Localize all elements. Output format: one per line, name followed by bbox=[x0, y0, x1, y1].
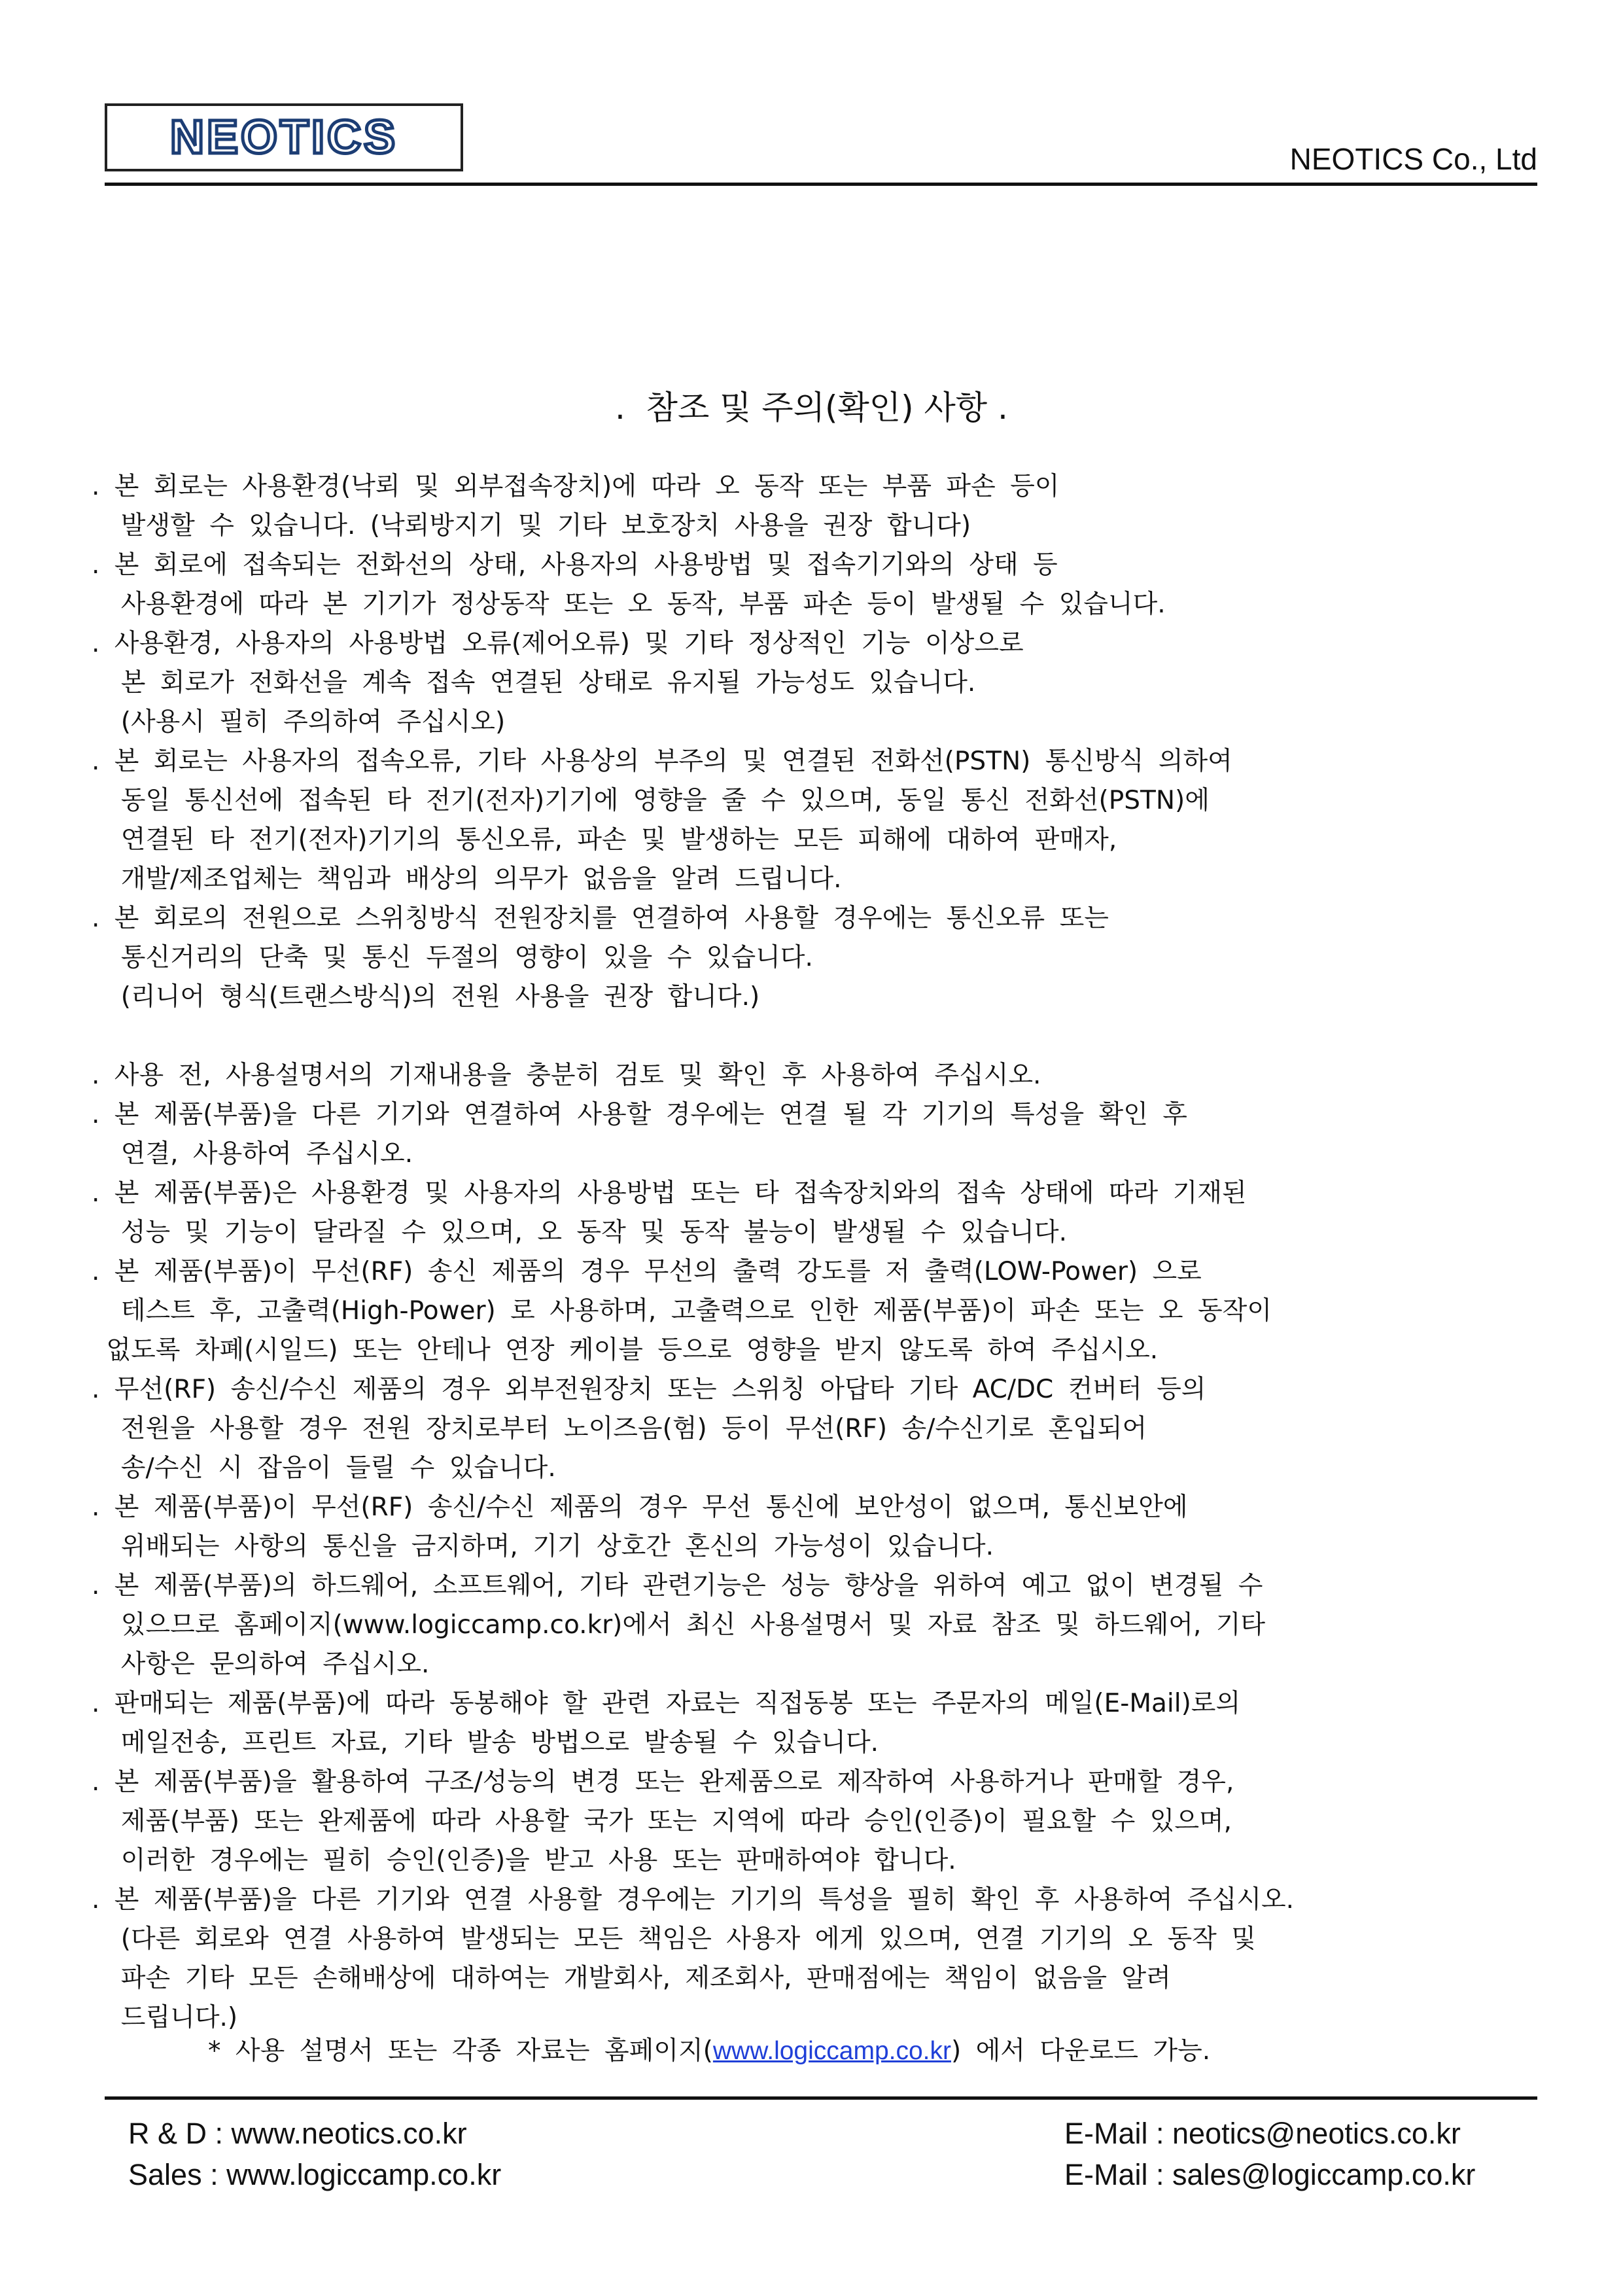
note-line: 성능 및 기능이 달라질 수 있으며, 오 동작 및 동작 불능이 발생될 수 있습니다. bbox=[92, 1218, 1067, 1247]
note-line: 없도록 차폐(시일드) 또는 안테나 연장 케이블 등으로 영향을 받지 않도록 하여 주십시오. bbox=[92, 1335, 1159, 1365]
footer-sales: Sales : www.logiccamp.co.kr bbox=[128, 2158, 502, 2191]
note-item bbox=[92, 1370, 1544, 1488]
note-item bbox=[92, 1095, 1544, 1174]
note-item bbox=[92, 1174, 1544, 1252]
note-line: . 무선(RF) 송신/수신 제품의 경우 외부전원장치 또는 스위칭 아답타 기타 AC/DC 컨버터 등의 bbox=[92, 1375, 1206, 1404]
note-item bbox=[92, 1056, 1544, 1095]
notes-list bbox=[92, 467, 1544, 2038]
footer-rd: R & D : www.neotics.co.kr bbox=[128, 2117, 467, 2150]
note-line: . 본 제품(부품)이 무선(RF) 송신 제품의 경우 무선의 출력 강도를 저 출력(LOW-Power) 으로 bbox=[92, 1257, 1202, 1286]
download-note bbox=[208, 2032, 1210, 2071]
note-line: 동일 통신선에 접속된 타 전기(전자)기기에 영향을 줄 수 있으며, 동일 통신 전화선(PSTN)에 bbox=[92, 786, 1210, 815]
note-line: (리니어 형식(트랜스방식)의 전원 사용을 권장 합니다.) bbox=[92, 982, 760, 1012]
note-line: . 본 제품(부품)의 하드웨어, 소프트웨어, 기타 관련기능은 성능 향상을 위하여 예고 없이 변경될 수 bbox=[92, 1571, 1263, 1600]
note-item bbox=[92, 1684, 1544, 1763]
download-prefix: * 사용 설명서 또는 각종 자료는 홈페이지( bbox=[208, 2036, 713, 2066]
note-line: 사항은 문의하여 주십시오. bbox=[92, 1650, 430, 1679]
note-line: 통신거리의 단축 및 통신 두절의 영향이 있을 수 있습니다. bbox=[92, 943, 813, 972]
logo-wordmark: NEOTICS bbox=[169, 111, 398, 164]
note-line: 전원을 사용할 경우 전원 장치로부터 노이즈음(험) 등이 무선(RF) 송/수신기로 혼입되어 bbox=[92, 1414, 1147, 1443]
note-line: 본 회로가 전화선을 계속 접속 연결된 상태로 유지될 가능성도 있습니다. bbox=[92, 668, 976, 698]
note-item bbox=[92, 1252, 1544, 1370]
note-item bbox=[92, 899, 1544, 1017]
note-line: 위배되는 사항의 통신을 금지하며, 기기 상호간 혼신의 가능성이 있습니다. bbox=[92, 1532, 994, 1561]
company-logo bbox=[105, 103, 463, 171]
note-line: . 본 회로의 전원으로 스위칭방식 전원장치를 연결하여 사용할 경우에는 통신오류 또는 bbox=[92, 904, 1109, 933]
note-line: . 사용 전, 사용설명서의 기재내용을 충분히 검토 및 확인 후 사용하여 주십시오. bbox=[92, 1061, 1041, 1090]
header-divider bbox=[105, 183, 1537, 186]
footer-divider bbox=[105, 2096, 1537, 2100]
note-line: . 본 회로는 사용환경(낙뢰 및 외부접속장치)에 따라 오 동작 또는 부품 파손 등이 bbox=[92, 472, 1060, 501]
note-item bbox=[92, 1881, 1544, 2038]
note-line: . 사용환경, 사용자의 사용방법 오류(제어오류) 및 기타 정상적인 기능 이상으로 bbox=[92, 629, 1024, 658]
note-line: 이러한 경우에는 필히 승인(인증)을 받고 사용 또는 판매하여야 합니다. bbox=[92, 1846, 956, 1875]
section-gap bbox=[92, 1017, 1544, 1056]
note-line: 파손 기타 모든 손해배상에 대하여는 개발회사, 제조회사, 판매점에는 책임이 없음을 알려 bbox=[92, 1964, 1171, 1993]
note-item bbox=[92, 546, 1544, 624]
download-suffix: ) 에서 다운로드 가능. bbox=[951, 2036, 1211, 2066]
note-line: 송/수신 시 잡음이 들릴 수 있습니다. bbox=[92, 1453, 556, 1483]
note-item bbox=[92, 624, 1544, 742]
note-line: (사용시 필히 주의하여 주십시오) bbox=[92, 707, 506, 737]
note-line: 드립니다.) bbox=[92, 2003, 238, 2032]
note-line: . 판매되는 제품(부품)에 따라 동봉해야 할 관련 자료는 직접동봉 또는 주문자의 메일(E-Mail)로의 bbox=[92, 1689, 1241, 1718]
note-line: 연결된 타 전기(전자)기기의 통신오류, 파손 및 발생하는 모든 피해에 대하여 판매자, bbox=[92, 825, 1117, 855]
note-item bbox=[92, 1566, 1544, 1684]
note-line: 제품(부품) 또는 완제품에 따라 사용할 국가 또는 지역에 따라 승인(인증)이 필요할 수 있으며, bbox=[92, 1807, 1232, 1836]
note-item bbox=[92, 1763, 1544, 1881]
note-line: . 본 제품(부품)이 무선(RF) 송신/수신 제품의 경우 무선 통신에 보안성이 없으며, 통신보안에 bbox=[92, 1492, 1188, 1522]
note-line: . 본 제품(부품)을 다른 기기와 연결 사용할 경우에는 기기의 특성을 필히 확인 후 사용하여 주십시오. bbox=[92, 1885, 1295, 1915]
note-line: 테스트 후, 고출력(High-Power) 로 사용하며, 고출력으로 인한 제품(부품)이 파손 또는 오 동작이 bbox=[92, 1296, 1272, 1326]
note-line: . 본 제품(부품)을 다른 기기와 연결하여 사용할 경우에는 연결 될 각 기기의 특성을 확인 후 bbox=[92, 1100, 1187, 1129]
note-line: 발생할 수 있습니다. (낙뢰방지기 및 기타 보호장치 사용을 권장 합니다) bbox=[92, 511, 971, 540]
note-line: 사용환경에 따라 본 기기가 정상동작 또는 오 동작, 부품 파손 등이 발생될 수 있습니다. bbox=[92, 590, 1166, 619]
download-link[interactable]: www.logiccamp.co.kr bbox=[712, 2037, 951, 2065]
footer-email-sales: E-Mail : sales@logiccamp.co.kr bbox=[1064, 2158, 1476, 2191]
note-line: . 본 제품(부품)을 활용하여 구조/성능의 변경 또는 완제품으로 제작하여 사용하거나 판매할 경우, bbox=[92, 1767, 1234, 1797]
note-item bbox=[92, 742, 1544, 899]
note-line: (다른 회로와 연결 사용하여 발생되는 모든 책임은 사용자 에게 있으며, 연결 기기의 오 동작 및 bbox=[92, 1924, 1256, 1954]
note-line: 있으므로 홈페이지(www.logiccamp.co.kr)에서 최신 사용설명서 및 자료 참조 및 하드웨어, 기타 bbox=[92, 1610, 1266, 1640]
company-name: NEOTICS Co., Ltd bbox=[1289, 142, 1537, 176]
note-line: 연결, 사용하여 주십시오. bbox=[92, 1139, 413, 1169]
neotics-logo-icon bbox=[120, 111, 447, 164]
note-line: 개발/제조업체는 책임과 배상의 의무가 없음을 알려 드립니다. bbox=[92, 864, 842, 894]
note-item bbox=[92, 467, 1544, 546]
page-title: . 참조 및 주의(확인) 사항 . bbox=[615, 389, 1008, 427]
note-item bbox=[92, 1488, 1544, 1566]
note-line: . 본 제품(부품)은 사용환경 및 사용자의 사용방법 또는 타 접속장치와의 접속 상태에 따라 기재된 bbox=[92, 1178, 1247, 1208]
note-line: . 본 회로는 사용자의 접속오류, 기타 사용상의 부주의 및 연결된 전화선(PSTN) 통신방식 의하여 bbox=[92, 747, 1232, 776]
footer-email-rd: E-Mail : neotics@neotics.co.kr bbox=[1064, 2117, 1461, 2150]
note-line: . 본 회로에 접속되는 전화선의 상태, 사용자의 사용방법 및 접속기기와의 상태 등 bbox=[92, 550, 1058, 580]
note-line: 메일전송, 프린트 자료, 기타 발송 방법으로 발송될 수 있습니다. bbox=[92, 1728, 879, 1757]
